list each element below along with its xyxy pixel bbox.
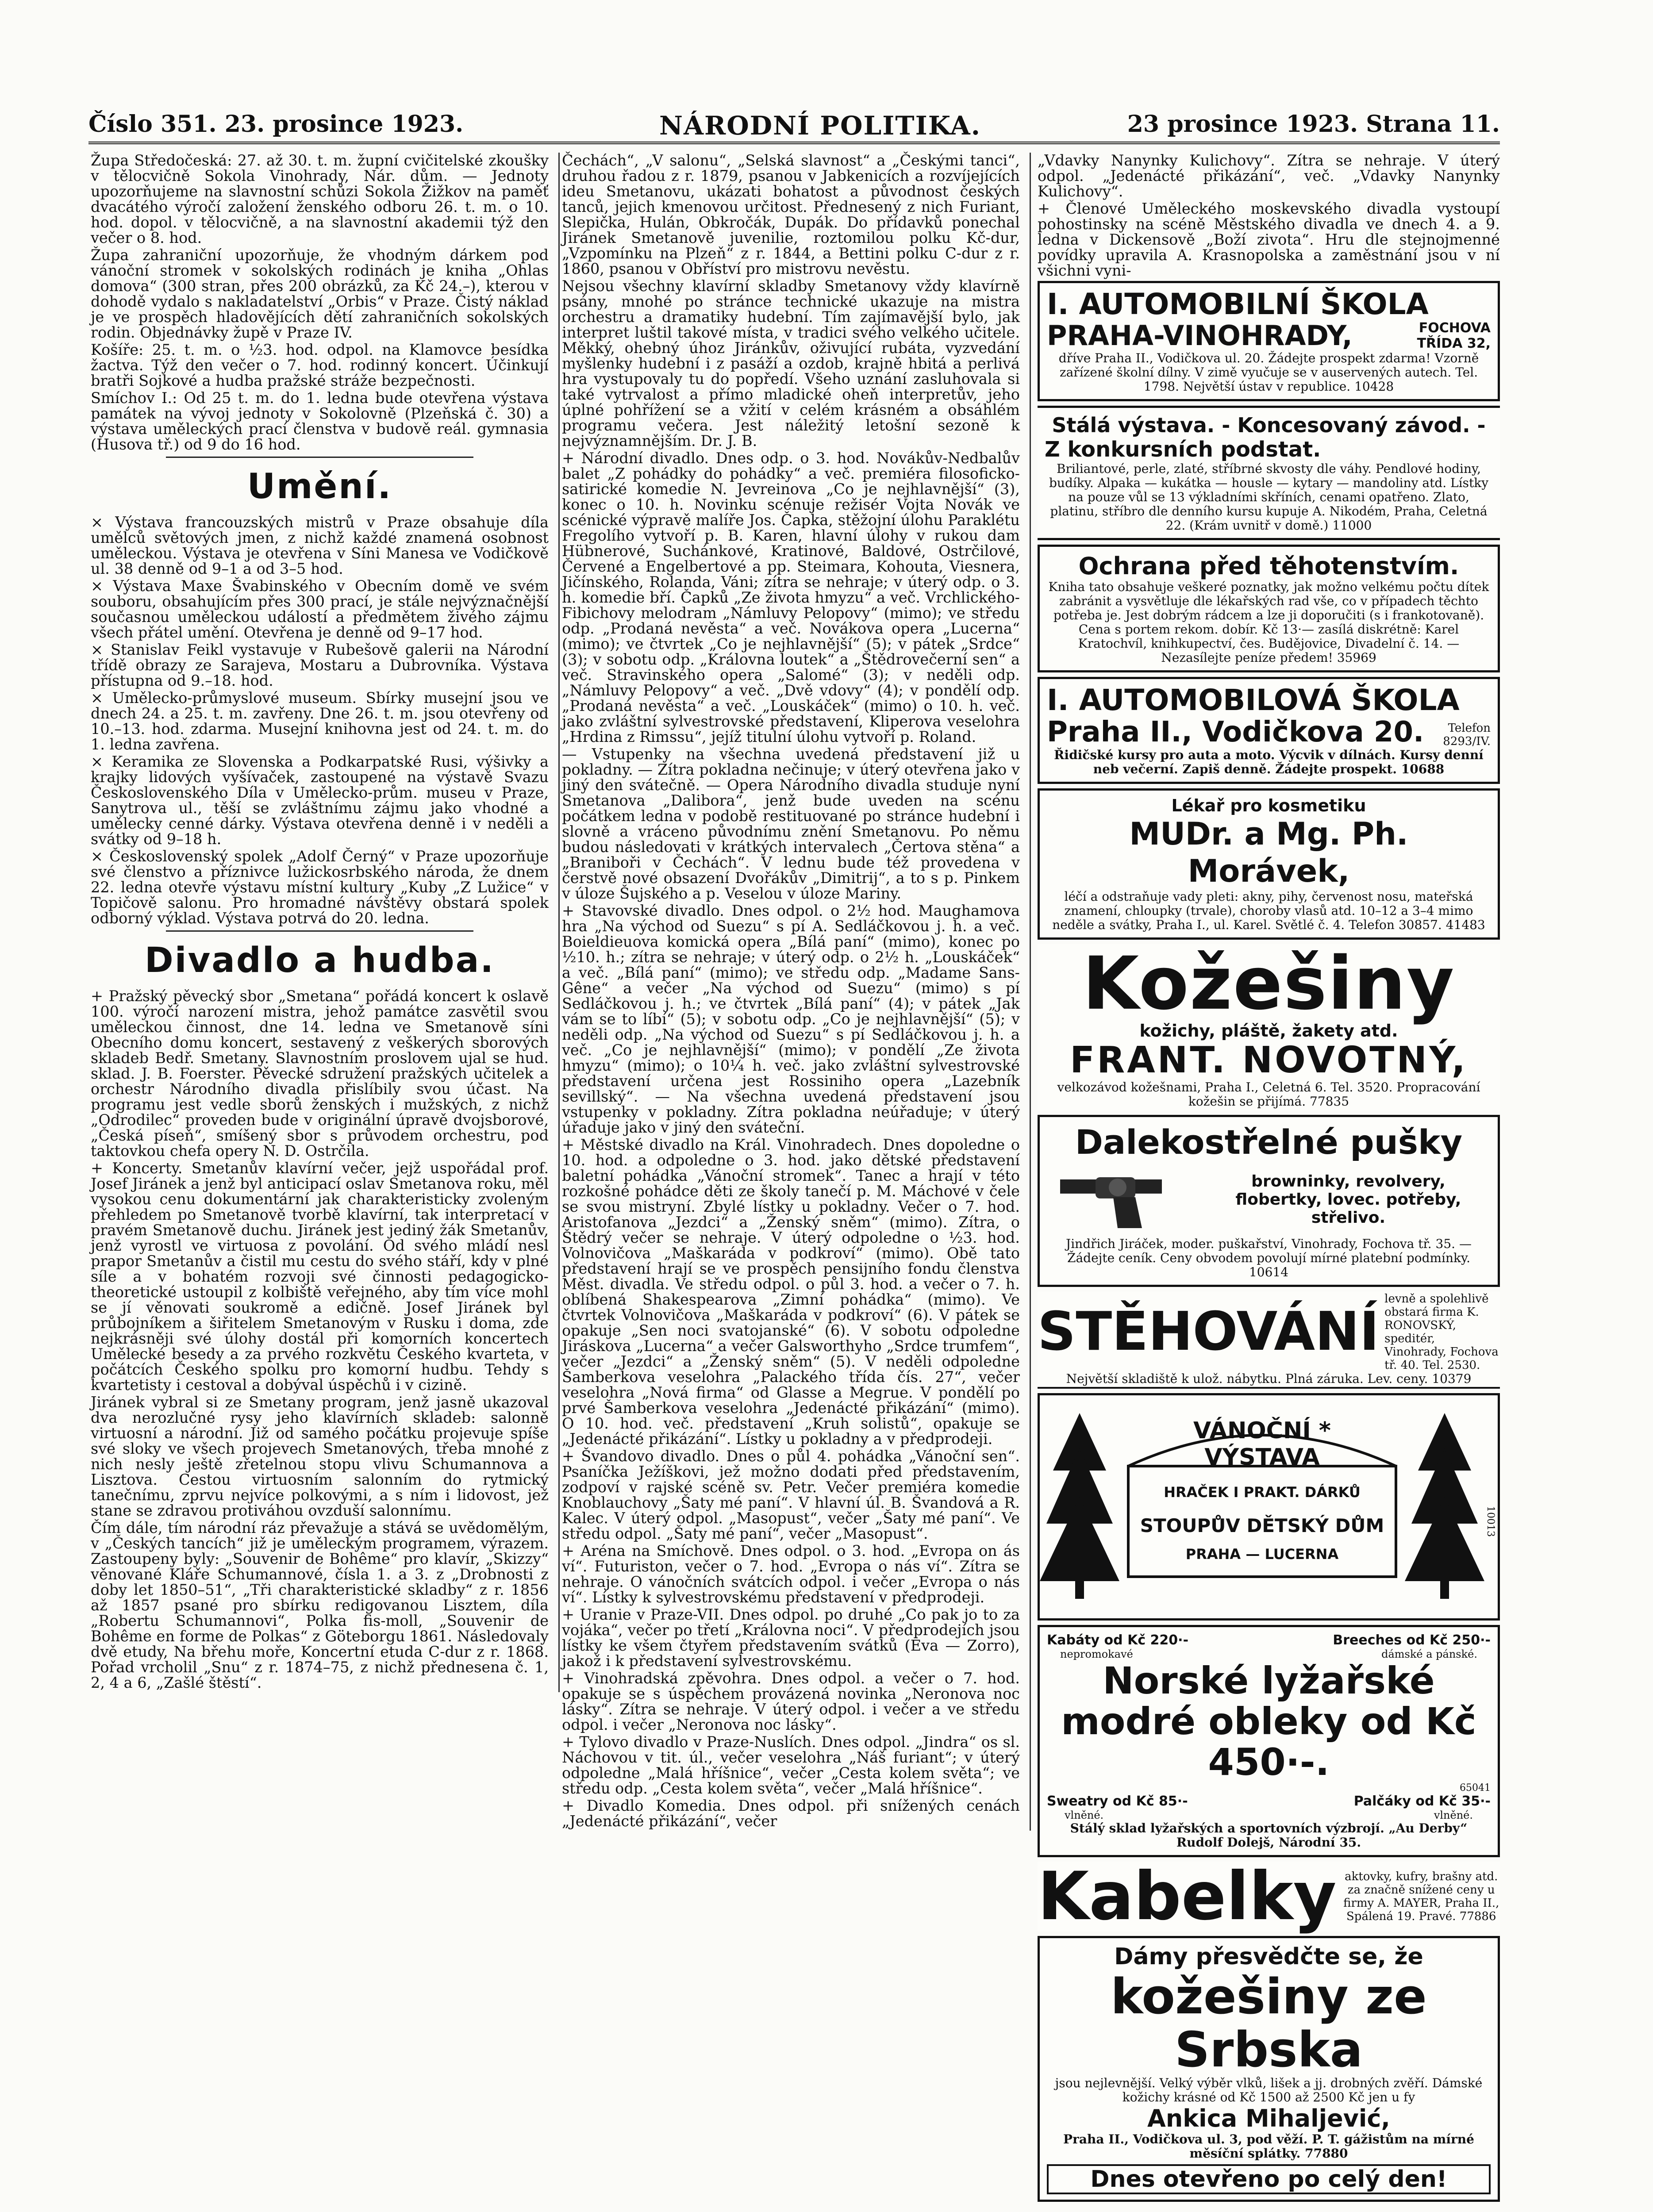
ad-title: kožešiny ze Srbska: [1111, 1968, 1427, 2078]
page-number: 23 prosince 1923. Strana 11.: [1127, 111, 1500, 138]
ad-jiracek: [1038, 1115, 1500, 1287]
article-zupa-zahranicni: Župa zahraniční upozorňuje, že vhodným dárkem pod vánoční stromek v sokolských rodinách je kniha „Ohlas domova“ (300 stran, přes 200 obrázků, za Kč 24.–), kterou v dohodě vydalo s nakladatelství „Orbis“ v Praze. Čistý náklad je ve prospěch hladovějících dětí zahraničních sokolských rodin. Objednávky župě v Praze IV.: [91, 246, 549, 341]
ad-number: 10013: [1485, 1506, 1496, 1537]
ad-subtitle: PRAHA-VINOHRADY,: [1047, 319, 1353, 352]
ad-novotny-kozesiny: [1038, 941, 1500, 1110]
ad-text: jsou nejlevnější. Velký výběr vlků, lišek a jj. drobných zvěří. Dámské kožichy krásné od Kč 1500 až 2500 Kč jen u fy: [1055, 2076, 1483, 2104]
article-zupa-stredoceska: Župa Středočeská: 27. až 30. t. m. župní cvičitelské zkoušky v tělocvičně Sokola Vinohrady, Nár. dům. — Jednoty upozorňujeme na slavnostní schůzi Sokola Žižkov na paměť dvacátého výročí založení ženského odboru 26. t. m. o 10. hod. dopol. v tělocvičně, a na slavnostní akademii týž den večer o 8. hod.: [91, 152, 549, 246]
article-feikl: × Stanislav Feikl vystavuje v Rubešově galerii na Národní třídě obrazy ze Sarajeva, Mostaru a Dubrovníka. Výstava přístupna od 9.–18. hod.: [91, 641, 549, 689]
ad-title: I. AUTOMOBILNÍ ŠKOLA: [1047, 287, 1429, 321]
article-keramika: × Keramika ze Slovenska a Podkarpatské Rusi, výšivky a krajky lidových vyšívaček, zastoupené na výstavě Svazu Československého Díla v Umělecko-prům. museu v Praze, Sanytrova ul., těší se zvláštnímu zájmu jako vhodné a umělecky cenné dárky. Výstava otevřena denně i v neděli a svátky od 9–18 h.: [91, 753, 549, 848]
article-adolf-cerny: × Československý spolek „Adolf Černý“ v Praze upozorňuje své členstvo a příznivce lužickosrbského národa, že dnem 22. ledna otevře výstavu místní kultury „Kuby „Z Lužice“ v Topičově salonu. Pro hromadné návštěvy obstará spolek odborný výklad. Výstava potrvá do 20. ledna.: [91, 848, 549, 927]
ad-mayer-kabelky: [1038, 1858, 1500, 1935]
ad-street: FOCHOVA TŘÍDA 32,: [1417, 320, 1491, 351]
ad-title: Kabelky: [1038, 1858, 1337, 1935]
ad-ronovsky: [1038, 1291, 1500, 1389]
article-jiranek-program: Jiránek vybral si ze Smetany program, jenž jasně ukazoval dva nerozlučné rysy jeho klavírních skladeb: salonně virtuosní a národní. Již od samého počátku projevuje spíše své sloky ve všech projevech Smetanových, třeba mnohé z nich nesly ještě zřetelnou stopu vlivu Schumannova a Lisztova. Cestou virtuosním salonním do rytmický tanečnímu, zprvu nejvíce polkovými, a s ním i lidovost, jež stane se zdravou protiváhou ovzduší salonnímu.: [91, 1394, 549, 1519]
section-heading-umeni: Umění.: [247, 467, 392, 507]
ad-sweatry-sub: vlněné.: [1065, 1809, 1104, 1821]
ad-title: Dalekostřelné pušky: [1075, 1122, 1463, 1162]
article-stavovske-divadlo: + Stavovské divadlo. Dnes odpol. o 2½ hod. Maughamova hra „Na východ od Suezu“ s pí A. Sedláčkovou j. h. a več. Boieldieuova komická opera „Bílá paní“ (mimo), konec po ½10. h.; zítra se nehraje; v úterý odp. o 2½ h. „Louskáček“ a več. „Bílá paní“ (mimo); ve středu odp. „Madame Sans-Gêne“ a večer „Na východ od Suezu“ (mimo) s pí Sedláčkovou j. h.; ve čtvrtek „Bílá paní“ (4); v pátek „Jak vám se to líbí“ (5); v sobotu odp. „Co je nejhlavnější“ (5); v neděli odp. „Na východ od Suezu“ s pí Sedláčkovou j. h. a več. „Co je nejhlavnější“ (mimo); v pondělí „Ze života hmyzu“ (mimo); o 10¼ h. več. jako zvláštní sylvestrovské představení určena jest Rossiniho opera „Lazebník sevillský“. — Na všechna uvedená představení jsou vstupenky v pokladny. Zítra pokladna neúřaduje; v úterý úřaduje jako v jiný den sváteční.: [562, 902, 1020, 1136]
ad-mihaljevic: [1038, 1936, 1500, 2202]
ad-name: Ankica Mihaljević,: [1147, 2104, 1390, 2132]
article-arena-smichov: + Aréna na Smíchově. Dnes odpol. o 3. hod. „Evropa on ás ví“. Futuriston, večer o 7. hod. „Evropa o nás ví“. Zítra se nehraje. O vánočních svátcích odpol. i večer „Evropa o nás ví“. Lístky k sylvestrovskému představení v předprodeji.: [562, 1542, 1020, 1606]
ad-text: Briliantové, perle, zlaté, stříbrné skvosty dle váhy. Pendlové hodiny, budíky. Alpaka — kukátka — housle — kytary — mandoliny atd. Lístky na pouze vůl se 13 výkladními skříních, cenami opatřeno. Zlato, platinu, stříbro dle denního kursu kupuje A. Nikodém, Praha, Celetná 22. (Krám uvnitř v domě.) 11000: [1049, 461, 1489, 533]
ad-kabaty: Kabáty od Kč 220·-: [1047, 1632, 1189, 1648]
page-header: [88, 111, 1500, 144]
article-narodni-divadlo-cont: — Vstupenky na všechna uvedená představení již u pokladny. — Zítra pokladna nečinuje; v úterý otevřena jako v jiný den svátečně. — Opera Národního divadla studuje nyní Smetanova „Dalibora“, jenž bude uveden na scénu počátkem ledna v podobě restituované po stránce hudební i slovně a vráceno původnímu znění Smetanovu. Po němu budou následovati v krátkých intervalech „Čertova stěna“ a „Braniboři v Čechách“. V lednu bude též provedena v čerstvě nové obsazení Dvořákův „Dimitrij“, a to s p. Pinkem v úloze Šujského a p. Veselou v úloze Mariny.: [562, 745, 1020, 902]
ad-text: Kniha tato obsahuje veškeré poznatky, jak možno velkému počtu dítek zabránit a vysvětluje dle lékařských rad vše, co v případech těchto potřeba je. Jest dobrým rádcem a lze ji doporučiti (s i frankotovaně). Cena s portem rekom. dobír. Kč 13·— zasílá diskrétně: Karel Kratochvíl, knihkupectví, čes. Budějovice, Divadelní č. 14. — Nezasílejte peníze předem! 35969: [1048, 580, 1489, 665]
ad-title: MUDr. a Mg. Ph. Morávek,: [1129, 816, 1408, 889]
article-vystava-francouzskych: × Výstava francouzských mistrů v Praze obsahuje díla umělců světových jmen, z nichž každé znamená osobnost uměleckou. Výstava je otevřena v Síni Manesa ve Vodičkově ul. 38 denně od 9–1 a od 3–5 hod.: [91, 514, 549, 577]
article-uranie: + Uranie v Praze-VII. Dnes odpol. po druhé „Co pak jo to za vojáka“, večer po třetí „Královna noci“. V předprodejích jsou lístky ke všem čtyřem představením svátků (Eva — Zorro), jakož i k představení sylvestrovskému.: [562, 1606, 1020, 1670]
ad-text: Stálý sklad lyžařských a sportovních výzbrojí. „Au Derby“ Rudolf Dolejš, Národní 35.: [1070, 1821, 1468, 1850]
ad-breeches-sub: dámské a pánské.: [1381, 1648, 1477, 1660]
article-vystava-svabinskeho: × Výstava Maxe Švabinského v Obecním domě ve svém souboru, obsahujícím přes 300 prací, je stále nejvýznačnější současnou uměleckou událostí a předmětem živého zájmu všech přátel umění. Otevřena je denně od 9–17 hod.: [91, 577, 549, 641]
ad-automobilova-skola: [1038, 677, 1500, 784]
ad-subtitle: Praha II., Vodičkova 20.: [1047, 716, 1424, 749]
ad-head: Lékař pro kosmetiku: [1171, 796, 1366, 815]
issue-date: Číslo 351. 23. prosince 1923.: [88, 111, 464, 138]
ad-title: VÁNOČNÍ * VÝSTAVA: [1193, 1417, 1331, 1471]
ad-au-derby: [1038, 1625, 1500, 1857]
article-svandovo-divadlo: + Švandovo divadlo. Dnes o půl 4. pohádka „Vánoční sen“. Psaníčka Ježíškovi, jež možno dodati před představením, zodpoví v rajské scéně sv. Petr. Večer premiéra komedie Knoblauchovy „Šaty mé paní“. V hlavní úl. B. Švandová a R. Kalec. V úterý odpol. „Masopust“, večer „Šaty mé paní“. Ve středu odpol. „Šaty mé paní“, večer „Masopust“.: [562, 1448, 1020, 1542]
ad-text: léčí a odstraňuje vady pleti: akny, pihy, červenost nosu, mateřská znamení, chloupky (trvale), choroby vlasů atd. 10–12 a 3–4 mimo neděle a svátky, Praha I., ul. Karel. Světlé č. 4. Telefon 30857. 41483: [1052, 889, 1485, 932]
ad-text: velkozávod kožešnami, Praha I., Celetná 6. Tel. 3520. Propracování kožešin se přijímá. 77835: [1057, 1080, 1480, 1109]
ad-head: Dámy přesvědčte se, že: [1114, 1943, 1423, 1970]
ad-sweatry: Sweatry od Kč 85·-: [1047, 1793, 1188, 1809]
ad-kabaty-sub: nepromokavé: [1060, 1648, 1133, 1660]
ad-text: Řidičské kursy pro auta a moto. Výcvik v dílnách. Kursy denní neb večerní. Zapiš denně. Žádejte prospekt. 10688: [1054, 748, 1484, 776]
column-1: [91, 153, 560, 1692]
article-kosire: Košíře: 25. t. m. o ½3. hod. odpol. na Klamovce besídka žactva. Týž den večer o 7. hod. rodinný koncert. Účinkují bratři Sojkové a hudba pražské stráže bezpečnosti.: [91, 341, 549, 389]
ad-text: Největší skladiště k ulož. nábytku. Plná záruka. Lev. ceny. 10379: [1066, 1371, 1472, 1386]
article-mestske-divadlo: + Městské divadlo na Král. Vinohradech. Dnes dopoledne o 10. hod. a odpoledne o 3. hod. jako dětské představení baletní pohádka „Vánoční stromek“. Tanec a hrají v této rozkošné pohádce děti ze školy tanečí p. M. Máchové v čele se svou mistryní. Zbylé lístky u pokladny. Večer o 7. hod. Aristofanova „Jezdci“ a „Ženský sněm“ (mimo). Zítra, o Štědrý večer se nehraje. V úterý odpoledne o ½3. hod. Volnovičova „Maškaráda v podkroví“ (mimo). Obě tato představení hrají se ve prospěch pensijního fondu členstva Měst. divadla. Ve středu odpol. o půl 3. hod. a večer o 7. h. oblíbená Shakespearova „Zimní pohádka“ (mimo). Ve čtvrtek Volnovičova „Maškaráda v podkroví“ (6). V pátek se opakuje „Sen noci svatojanské“ (6). V sobotu odpoledne Jiráskova „Lucerna“ a večer Galsworthyho „Srdce trumfem“, večer „Jezdci“ a „Ženský sněm“ (5). V neděli odpoledne Šamberkova veselohra „Palackého třída čís. 27“, večer veselohra „Nová firma“ od Glasse a Megrue. V pondělí po prvé Šamberkova veselohra „Jedenácté přikázání“ (mimo). O 10. hod. več. představení „Kruh solistů“, opakuje se „Jedenácté přikázání“. Lístky u pokladny a v předprodeji.: [562, 1136, 1020, 1448]
ad-breeches: Breeches od Kč 250·-: [1333, 1632, 1491, 1648]
article-smichov: Smíchov I.: Od 25 t. m. do 1. ledna bude otevřena výstava památek na vývoj jednoty v Sokolovně (Plzeňská č. 30) a výstava uměleckých prací členstva v budově reál. gymnasia (Husova tř.) od 9 do 16 hod.: [91, 389, 549, 453]
ad-subtitle: kožichy, pláště, žakety atd.: [1139, 1021, 1398, 1041]
article-narodni-divadlo: + Národní divadlo. Dnes odp. o 3. hod. Novákův-Nedbalův balet „Z pohádky do pohádky“ a več. premiéra filosoficko-satirické komedie N. Jevreinova „Co je nejhlavnější“ (3), konec o 10. h. Novinku scénuje režisér Vojta Novák ve scénické výpravě malíře Jos. Čapka, stěžojní úlohu Paraklétu Fregolího vytvoří p. B. Karen, hlavní úlohy v rukou dam Hübnerové, Suchánkové, Kratinové, Baldové, Ostrčilové, Červené a Engelbertové a pp. Steimara, Kohouta, Viesnera, Jičínského, Rolanda, Váni; zítra se nehraje; v úterý odp. o 3. h. komedie bří. Čapků „Ze života hmyzu“ a več. Vrchlického-Fibichovy melodram „Námluvy Pelopovy“ (mimo); ve středu odp. „Prodaná nevěsta“ a več. Novákova opera „Lucerna“ (mimo); ve čtvrtek „Co je nejhlavnější“ (5); v pátek „Srdce“ (3); v sobotu odp. „Královna loutek“ a „Štědrovečerní sen“ a več. Stravinského opera „Salomé“ (3); v neděli odp. „Námluvy Pelopovy“ a več. „Dvě vdovy“ (4); v pondělí odp. „Prodaná nevěsta“ a več. „Louskáček“ (mimo) o 10. h. več. jako zvláštní sylvestrovské představení, Kliperova veselohra „Hrdina z Rimssu“, jejíž titulní úlohu vytvoří p. Roland.: [562, 449, 1020, 745]
ad-line-2: STOUPŮV DĚTSKÝ DŮM: [1140, 1515, 1384, 1536]
ad-automobilni-skola: [1038, 281, 1500, 401]
column-2: [562, 153, 1031, 1831]
ad-subtitle: Z konkursních podstat.: [1045, 437, 1321, 462]
article-review: Nejsou všechny klavírní skladby Smetanovy vždy klavírně psány, mnohé po stránce technické ukazuje na mistra orchestru a dramatiky hudební. Tím zajímavější bylo, jak interpret luštil takové místa, v tradici svého velkého učitele. Měkký, ohebný úhoz Jiránkův, oživující rubáta, vyzvedání myšlenky hudební i z pasáží a ozdob, krajně hbitá a perlivá hra vystupovaly tu do popředí. Všeho uznání zasluhovala si také vytrvalost a přímo mladické oheň interpretův, jeho úplné pohřížení se a vžití v celém krásném a obsáhlém programu večera. Jest náležitý letošní sezoně k nejvýznamnějším. Dr. J. B.: [562, 277, 1020, 449]
article-koncerty: + Koncerty. Smetanův klavírní večer, jejž uspořádal prof. Josef Jiránek a jenž byl anticipací oslav Smetanova roku, měl vysokou cenu dokumentární jak charakteristicky zvoleným přehledem po Smetanově tvorbě klavírní, tak interpretací v pravém Smetanově duchu. Jiránek jest jediný žák Smetanův, jenž vyrostl ve virtuosa z povolání. Od svého mládí nesl prapor Smetanův a čistil mu cestu do svého stáří, kdy v plné síle a v bohatém rozvoji své činnosti pedagogicko-theoretické ustoupil z kolbiště veřejného, aby tím více mohl se jí věnovati soukromě a edičně. Josef Jiránek byl průbojníkem a šiřitelem Smetanovým v Rusku i doma, zde nejkrásněji své úlohy dostál při komorních koncertech Umělecké besedy a za prvého rozkvětu Českého kvarteta, v počátcích Českého spolku pro komorní hudbu. Tehdy s kvartetisty i cestoval a dobýval úspěchů i v cizině.: [91, 1160, 549, 1394]
article-tylovo-divadlo: + Tylovo divadlo v Praze-Nuslích. Dnes odpol. „Jindra“ os sl. Náchovou v tit. úl., večer veselohra „Náš furiant“; v úterý odpoledne „Malá hříšnice“, večer „Cesta kolem světa“; ve středu odp. „Cesta kolem světa“, večer „Malá hříšnice“.: [562, 1733, 1020, 1797]
column-3: [1038, 153, 1500, 2206]
revolver-icon: [1047, 1162, 1206, 1237]
ad-palcaky: Palčáky od Kč 35·-: [1353, 1793, 1491, 1809]
article-continuation: Čechách“, „V salonu“, „Selská slavnost“ a „Českými tanci“, druhou řadou z r. 1879, psanou v Jabkenicích a rozvíjejících ideu Smetanovu, ukázati bohatost a původnost českých tanců, jejich kmenovou určitost. Přednesený z nich Furiant, Slepička, Hulán, Obkročák, Dupák. Do přídavků ponechal Jiránek Smetanově juvenilie, roztomilou polku Kč-dur, „Vzpomínku na Plzeň“ z r. 1844, a Bettini polku C-dur z r. 1860, psanou v Obříství pro mistrovu nevěstu.: [562, 152, 1020, 277]
article-smetana-sbor: + Pražský pěvecký sbor „Smetana“ pořádá koncert k oslavě 100. výročí narození mistra, jehož památce zasvětil svou uměleckou činnost, dne 14. ledna ve Smetanově síni Obecního domu koncert, sestavený z veškerých sborových skladeb Bedř. Smetany. Slavnostním proslovem ujal se hud. sklad. J. B. Foerster. Pěvecké sdružení pražských učitelek a orchestr Národního divadla přislíbily svou účast. Na programu jest vedle sborů ženských i mužských, z nichž „Odrodilec“ proveden bude v originální úpravě dvojsborové, „Česká píseň“, smíšený sbor s průvodem orchestru, pod taktovkou chefa opery N. D. Ostrčila.: [91, 987, 549, 1160]
article-vinohradska-zpevohra: + Vinohradská zpěvohra. Dnes odpol. a večer o 7. hod. opakuje se s úspěchem provázená novinka „Neronova noc lásky“. Zítra se nehraje. V úterý odpol. i večer a ve středu odpol. i večer „Neronova noc lásky“.: [562, 1670, 1020, 1733]
ad-title: Ochrana před těhotenstvím.: [1078, 552, 1459, 580]
newspaper-title: NÁRODNÍ POLITIKA.: [659, 111, 981, 141]
ad-footer: Dnes otevřeno po celý den!: [1047, 2164, 1491, 2194]
article-continuation: „Vdavky Nanynky Kulichovy“. Zítra se nehraje. V úterý odpol. „Jedenácté přikázání“, več. „Vdavky Nanynky Kulichovy“.: [1038, 152, 1500, 200]
ad-vanocni-vystava: [1038, 1393, 1500, 1621]
ad-text: Jindřich Jiráček, moder. puškařství, Vinohrady, Fochova tř. 35. — Žádejte ceník. Ceny obvodem povolují mírné platební podmínky. 10614: [1066, 1237, 1472, 1279]
ad-line-1: HRAČEK I PRAKT. DÁRKŮ: [1164, 1484, 1361, 1501]
ad-number: 65041: [1460, 1782, 1491, 1793]
ad-title: STĚHOVÁNÍ: [1038, 1301, 1380, 1363]
ad-phone: Telefon 8293/IV.: [1443, 722, 1491, 748]
article-museum: × Umělecko-průmyslové museum. Sbírky musejní jsou ve dnech 24. a 25. t. m. zavřeny. Dne 26. t. m. jsou otevřeny od 10.–13. hod. zdarma. Musejní knihovna jest od 24. t. m. do 1. ledna zavřena.: [91, 689, 549, 753]
ad-text: aktovky, kufry, brašny atd. za značně snížené ceny u firmy A. MAYER, Praha II., Spálená 19. Pravé. 77886: [1343, 1870, 1499, 1923]
ad-address: Praha II., Vodičkova ul. 3, pod věží. P. T. gážistům na mírné měsíční splátky. 77880: [1063, 2132, 1474, 2161]
ad-title: I. AUTOMOBILOVÁ ŠKOLA: [1047, 683, 1460, 717]
ad-side-text: levně a spolehlivě obstará firma K. RONOVSKÝ, speditér, Vinohrady, Fochova tř. 40. Tel. 2530.: [1384, 1292, 1499, 1372]
article-divadlo-komedia: + Divadlo Komedia. Dnes odpol. při snížených cenách „Jedenácté přikázání“, večer: [562, 1797, 1020, 1830]
divider: [166, 457, 473, 458]
ad-ochrana: [1038, 545, 1500, 672]
ad-line-3: PRAHA — LUCERNA: [1185, 1546, 1339, 1563]
article-moskevske-divadlo: + Členové Uměleckého moskevského divadla vystoupí pohostinsky na scéně Městského divadla ve dnech 4. a 9. ledna v Dickensově „Boží zivota“. Hru dle stejnojmenné povídky upravila A. Krasnopolska a zaměstnání jsou v ní všichni vyni-: [1038, 200, 1500, 279]
section-heading-divadlo: Divadlo a hudba.: [144, 941, 495, 980]
ad-title: Norské lyžařské modré obleky od Kč 450·-.: [1061, 1659, 1476, 1784]
ad-nikodem: [1038, 406, 1500, 540]
ad-title: Kožešiny: [1082, 941, 1455, 1026]
divider: [166, 930, 473, 932]
ad-name: FRANT. NOVOTNÝ,: [1070, 1039, 1468, 1081]
article-jiranek-program-cont: Čím dále, tím národní ráz převažuje a stává se uvědomělým, v „Českých tancích“ již je uměleckým programem, výrazem. Zastoupeny byly: „Souvenir de Bohême“ pro klavír, „Skizzy“ věnované Kláře Schumannové, čísla 1. a 3. z „Drobnosti z doby let 1850–51“, „Tři charakteristické skladby“ z r. 1856 až 1857 psané pro sbírku redigovanou Lisztem, díla „Robertu Schumannovi“, Polka fis-moll, „Souvenir de Bohême en forme de Polkas“ z Göteborgu 1861. Následovaly dvě etudy, Na břehu moře, Koncertní etuda C-dur z r. 1868. Pořad vrcholil „Snu“ z r. 1874–75, z nichž přednesena č. 1, 2, 4 a 6, „Zašlé štěstí“.: [91, 1519, 549, 1691]
ad-title: Stálá výstava. - Koncesovaný závod. -: [1052, 413, 1486, 437]
ad-list: browninky, revolvery, flobertky, lovec. potřeby, střelivo.: [1235, 1172, 1461, 1227]
ad-palcaky-sub: vlněné.: [1434, 1809, 1473, 1821]
ad-moravek: [1038, 788, 1500, 940]
ad-text: dříve Praha II., Vodičkova ul. 20. Žádejte prospekt zdarma! Vzorně zařízené školní dílny. V zimě vyučuje se v auservených autech. Tel. 1798. Největší ústav v republice. 10428: [1058, 351, 1479, 394]
